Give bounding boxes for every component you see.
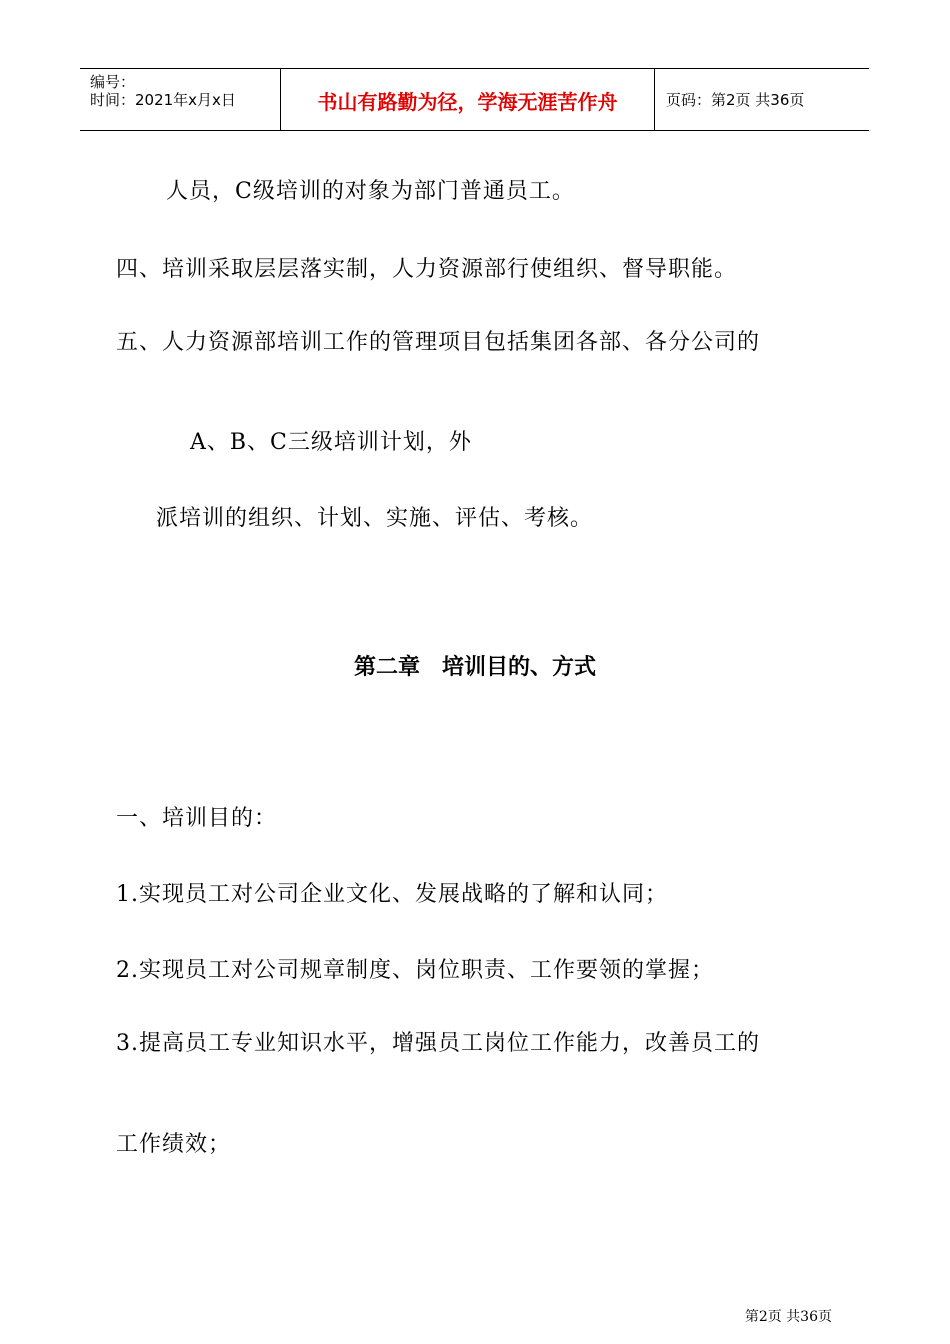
body-line-3: 五、人力资源部培训工作的管理项目包括集团各部、各分公司的 — [116, 330, 761, 355]
header-right-cell — [654, 69, 869, 130]
body-line-2: 四、培训采取层层落实制，人力资源部行使组织、督导职能。 — [116, 257, 738, 282]
header-page-info: 页码：第2页 共36页 — [666, 91, 805, 109]
body-line-4: A、B、C三级培训计划，外 — [190, 430, 472, 455]
body-line-1: 人员，C级培训的对象为部门普通员工。 — [166, 179, 575, 204]
header-left-cell — [80, 69, 280, 130]
list-item-3-continued: 工作绩效； — [116, 1132, 232, 1157]
list-item-3: 3.提高员工专业知识水平，增强员工岗位工作能力，改善员工的 — [116, 1031, 760, 1056]
date-label: 时间：2021年x月x日 — [90, 91, 236, 109]
list-item-2: 2.实现员工对公司规章制度、岗位职责、工作要领的掌握； — [116, 958, 714, 983]
header-middle-cell — [280, 69, 655, 130]
list-item-1: 1.实现员工对公司企业文化、发展战略的了解和认同； — [116, 882, 668, 907]
page-footer: 第2页 共36页 — [744, 1309, 832, 1325]
header-motto: 书山有路勤为径，学海无涯苦作舟 — [317, 90, 618, 114]
chapter-title: 第二章 培训目的、方式 — [353, 655, 596, 680]
section-heading: 一、培训目的： — [116, 806, 278, 831]
serial-number-label: 编号： — [90, 73, 136, 91]
document-header — [80, 68, 869, 131]
body-line-5: 派培训的组织、计划、实施、评估、考核。 — [156, 506, 594, 531]
